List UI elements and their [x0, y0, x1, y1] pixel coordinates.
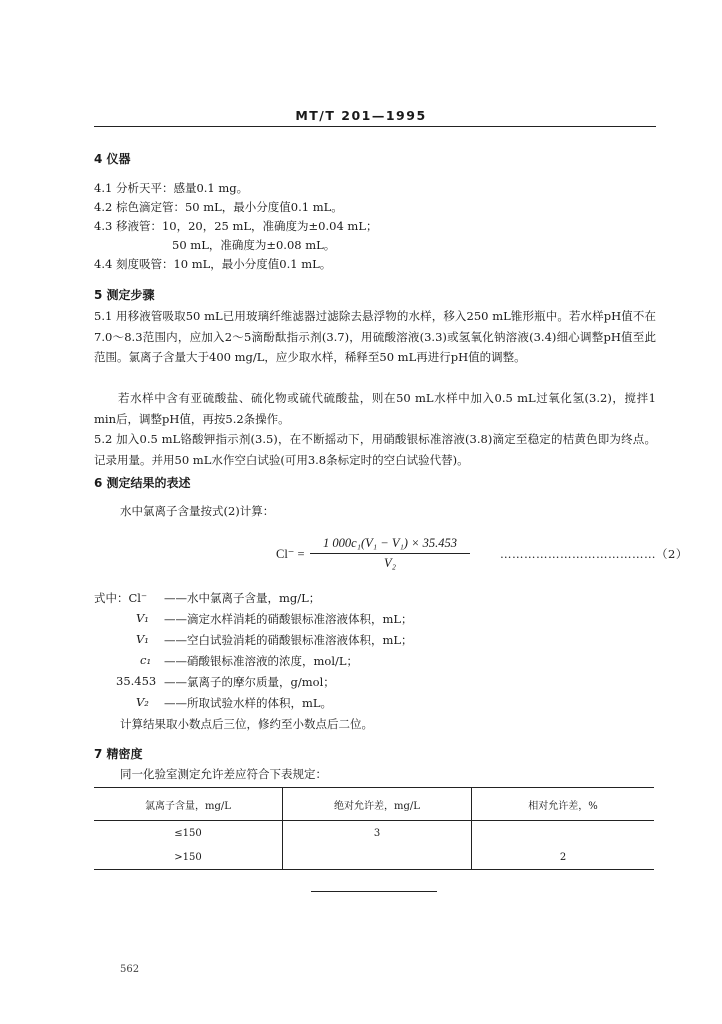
table-intro: 同一化验室测定允许差应符合下表规定：: [120, 767, 327, 781]
table-header: 相对允许差，%: [472, 788, 655, 821]
section-7-title: 7 精密度: [94, 747, 143, 761]
table-cell: [283, 845, 472, 870]
rounding-note: 计算结果取小数点后三位，修约至小数点后二位。: [120, 717, 373, 731]
where-desc-0: ——水中氯离子含量，mg/L；: [164, 591, 321, 605]
paragraph-5-2: 5.2 加入0.5 mL铬酸钾指示剂(3.5)，在不断摇动下，用硝酸银标准溶液(3.8)滴定至稳定的桔黄色即为终点。记录用量。并用50 mL水作空白试验(可用3.8条标定时的空白试验代替)。: [94, 432, 656, 467]
table-row: [94, 821, 654, 846]
where-desc-5: ——所取试验水样的体积，mL。: [164, 696, 333, 710]
where-sym-1: V₁: [136, 611, 149, 625]
where-sym-2: V₁: [136, 632, 149, 646]
where-desc-1: ——滴定水样消耗的硝酸银标准溶液体积，mL；: [164, 612, 413, 626]
header-rule: [94, 126, 656, 127]
section-6-title: 6 测定结果的表述: [94, 476, 191, 490]
formula-fraction: [310, 536, 470, 571]
formula-number: …………………………………（2）: [500, 547, 688, 561]
formula-denominator: V₂: [384, 556, 396, 570]
table-header-row: [94, 788, 654, 821]
paragraph-5-1-note: 若水样中含有亚硫酸盐、硫化物或硫代硫酸盐，则在50 mL水样中加入0.5 mL过氧化氢(3.2)，搅拌1 min后，调整pH值，再按5.2条操作。: [94, 391, 656, 426]
table-header: 氯离子含量，mg/L: [94, 788, 283, 821]
where-sym-4: 35.453: [116, 674, 157, 688]
table-cell: 2: [472, 845, 655, 870]
end-rule: [311, 891, 437, 892]
where-desc-3: ——硝酸银标准溶液的浓度，mol/L；: [164, 654, 359, 668]
table-cell: [472, 821, 655, 846]
item-4-4: 4.4 刻度吸管：10 mL，最小分度值0.1 mL。: [94, 257, 332, 271]
item-4-2: 4.2 棕色滴定管：50 mL，最小分度值0.1 mL。: [94, 200, 343, 214]
table-cell: >150: [94, 845, 283, 870]
table-header: 绝对允许差，mg/L: [283, 788, 472, 821]
item-4-1: 4.1 分析天平：感量0.1 mg。: [94, 181, 249, 195]
where-desc-4: ——氯离子的摩尔质量，g/mol；: [164, 675, 335, 689]
precision-table: [94, 787, 654, 870]
where-sym-3: c₁: [140, 653, 152, 667]
formula-numerator: 1 000c₁(V₁ − V₁) × 35.453: [322, 536, 458, 550]
paragraph-5-1: 5.1 用移液管吸取50 mL已用玻璃纤维滤器过滤除去悬浮物的水样，移入250 mL锥形瓶中。若水样pH值不在7.0～8.3范围内，应加入2～5滴酚酞指示剂(3.7)，用硫酸溶液(3.3)或氢氧化钠溶液(3.4)细心调整pH值至此范围。氯离子含量大于400 mg/L，应少取水样，稀释至50 mL再进行pH值的调整。: [94, 309, 656, 364]
page-number: 562: [120, 964, 140, 975]
where-desc-2: ——空白试验消耗的硝酸银标准溶液体积，mL；: [164, 633, 413, 647]
where-sym-0: 式中：Cl⁻: [94, 591, 148, 605]
table-cell: ≤150: [174, 827, 202, 839]
formula-lhs: Cl⁻ =: [276, 547, 305, 561]
standard-number: MT/T 201—1995: [295, 108, 427, 123]
item-4-3: 4.3 移液管：10，20，25 mL，准确度为±0.04 mL；: [94, 219, 378, 233]
fraction-bar: [310, 553, 470, 554]
table-row: [94, 845, 654, 870]
table-cell: 3: [283, 821, 472, 846]
item-4-3-cont: 50 mL，准确度为±0.08 mL。: [172, 238, 336, 252]
formula-intro: 水中氯离子含量按式(2)计算：: [120, 504, 275, 518]
section-4-title: 4 仪器: [94, 152, 131, 166]
where-sym-5: V₂: [136, 695, 149, 709]
section-5-title: 5 测定步骤: [94, 288, 155, 302]
